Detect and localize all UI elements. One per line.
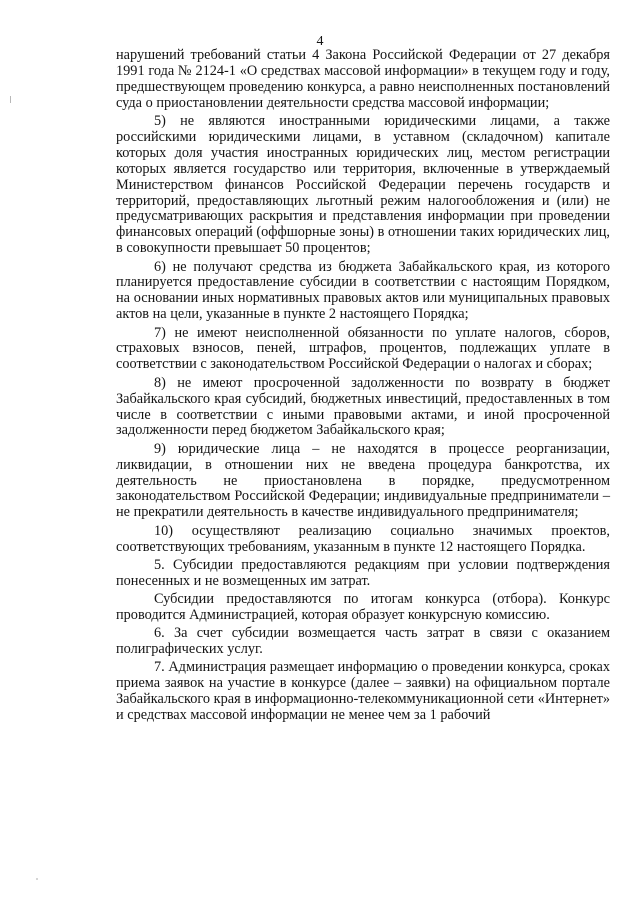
- paragraph-section-7: 7. Администрация размещает информацию о проведении конкурса, сроках приема заявок на участие в конкурсе (далее – заявки) на официальном портале Забайкальского края в информационно-телекоммуникационной сети «Интернет» и средствах массовой информации не менее чем за 1 рабочий: [116, 659, 610, 724]
- paragraph-section-6: 6. За счет субсидии возмещается часть затрат в связи с оказанием полиграфических услуг.: [116, 625, 610, 658]
- document-body: [116, 48, 610, 726]
- scan-speck: [36, 878, 38, 880]
- margin-mark: [10, 96, 11, 103]
- paragraph-item-10: 10) осуществляют реализацию социально значимых проектов, соответствующих требованиям, указанным в пункте 12 настоящего Порядка.: [116, 522, 610, 555]
- paragraph-item-9: 9) юридические лица – не находятся в процессе реорганизации, ликвидации, в отношении них не введена процедура банкротства, их деятельность не приостановлена в порядке, предусмотренном законодательством Российской Федерации; индивидуальные предприниматели – не прекратили деятельность в качестве индивидуального предпринимателя;: [116, 440, 610, 521]
- paragraph-item-7: 7) не имеют неисполненной обязанности по уплате налогов, сборов, страховых взносов, пеней, штрафов, процентов, подлежащих уплате в соответствии с законодательством Российской Федерации о налогах и сборах;: [116, 324, 610, 373]
- paragraph-item-5: 5) не являются иностранными юридическими лицами, а также российскими юридическими лицами, в уставном (складочном) капитале которых доля участия иностранных юридических лиц, местом регистрации которых является государство или территория, включенные в утверждаемый Министерством финансов Российской Федерации перечень государств и территорий, предоставляющих льготный режим налогообложения и (или) не предусматривающих раскрытия и представления информации при проведении финансовых операций (оффшорные зоны) в отношении таких юридических лиц, в совокупности превышает 50 процентов;: [116, 113, 610, 257]
- paragraph-item-6: 6) не получают средства из бюджета Забайкальского края, из которого планируется предоставление субсидии в соответствии с настоящим Порядком, на основании иных нормативных правовых актов или муниципальных правовых актов на цели, указанные в пункте 2 настоящего Порядка;: [116, 258, 610, 323]
- paragraph-section-5-contest: Субсидии предоставляются по итогам конкурса (отбора). Конкурс проводится Администрацией, которая образует конкурсную комиссию.: [116, 591, 610, 623]
- page-number: 4: [316, 34, 324, 49]
- paragraph-section-5: 5. Субсидии предоставляются редакциям при условии подтверждения понесенных и не возмещенных им затрат.: [116, 556, 610, 589]
- paragraph-item-8: 8) не имеют просроченной задолженности по возврату в бюджет Забайкальского края субсидий, бюджетных инвестиций, предоставленных в том числе в соответствии с иными правовыми актами, и иной просроченной задолженности перед бюджетом Забайкальского края;: [116, 374, 610, 439]
- paragraph-continuation: нарушений требований статьи 4 Закона Российской Федерации от 27 декабря 1991 года № 2124-1 «О средствах массовой информации» в текущем году и году, предшествующем проведению конкурса, а равно неисполненных постановлений суда о приостановлении деятельности средства массовой информации;: [116, 47, 610, 111]
